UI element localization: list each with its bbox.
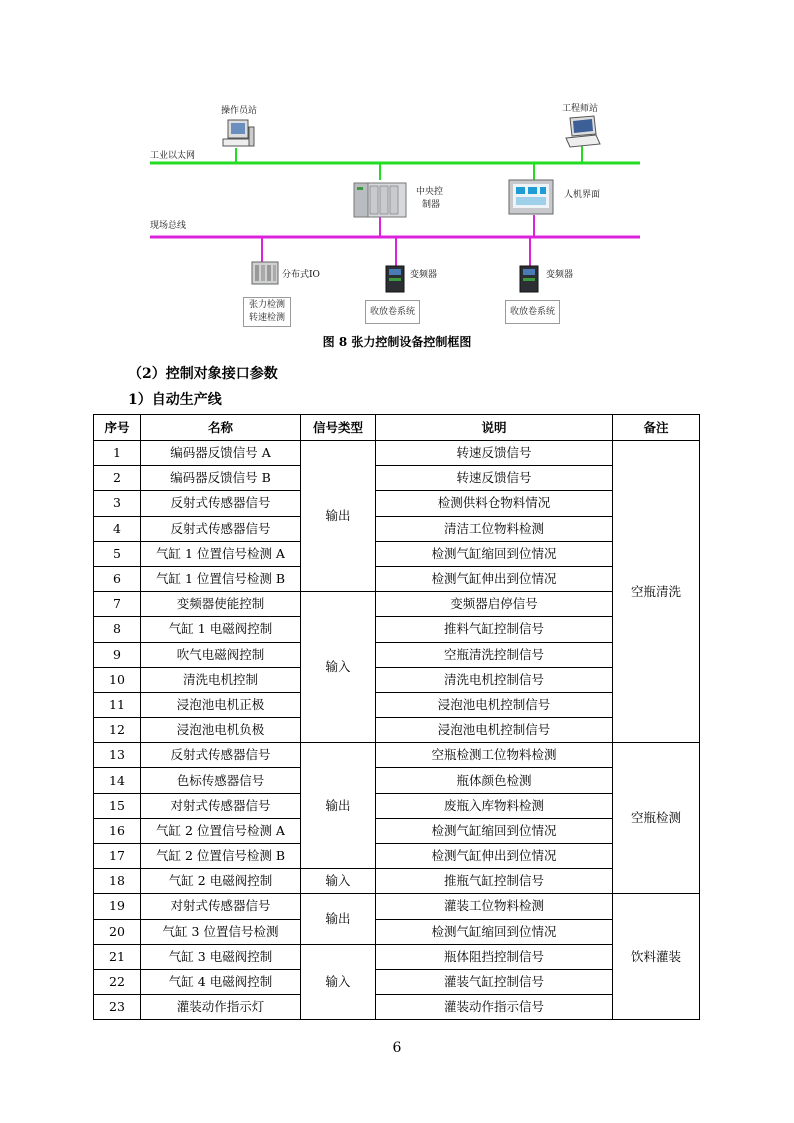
cell-desc: 灌装气缸控制信号 bbox=[376, 969, 613, 994]
cell-desc: 检测气缸伸出到位情况 bbox=[376, 844, 613, 869]
ethernet-label: 工业以太网 bbox=[150, 151, 196, 161]
header-desc: 说明 bbox=[376, 415, 613, 441]
cell-desc: 瓶体阻挡控制信号 bbox=[376, 944, 613, 969]
cell-no: 14 bbox=[94, 768, 141, 793]
cell-name: 反射式传感器信号 bbox=[141, 743, 301, 768]
vfd-icon-1 bbox=[386, 266, 404, 292]
cell-type: 输出 bbox=[301, 894, 376, 944]
fieldbus-label: 现场总线 bbox=[150, 221, 187, 231]
table-row bbox=[94, 441, 700, 466]
cell-desc: 检测供料仓物料情况 bbox=[376, 491, 613, 516]
table-row bbox=[94, 516, 700, 541]
cell-type: 输入 bbox=[301, 592, 376, 743]
cell-desc: 推料气缸控制信号 bbox=[376, 617, 613, 642]
cell-no: 4 bbox=[94, 516, 141, 541]
cell-no: 3 bbox=[94, 491, 141, 516]
table-row bbox=[94, 566, 700, 591]
cell-desc: 变频器启停信号 bbox=[376, 592, 613, 617]
header-type: 信号类型 bbox=[301, 415, 376, 441]
subsection-heading: 1）自动生产线 bbox=[128, 392, 222, 408]
cell-desc: 检测气缸缩回到位情况 bbox=[376, 919, 613, 944]
cell-type: 输入 bbox=[301, 869, 376, 894]
table-header-row bbox=[94, 415, 700, 441]
cell-name: 浸泡池电机正极 bbox=[141, 692, 301, 717]
cell-name: 气缸 3 位置信号检测 bbox=[141, 919, 301, 944]
table-row bbox=[94, 667, 700, 692]
cell-type: 输出 bbox=[301, 441, 376, 592]
cell-name: 气缸 1 电磁阀控制 bbox=[141, 617, 301, 642]
vfd-label-1: 变频器 bbox=[410, 270, 438, 280]
cell-no: 2 bbox=[94, 466, 141, 491]
cell-desc: 浸泡池电机控制信号 bbox=[376, 718, 613, 743]
network-diagram-svg bbox=[0, 0, 794, 330]
table-row bbox=[94, 768, 700, 793]
cell-name: 变频器使能控制 bbox=[141, 592, 301, 617]
cell-name: 对射式传感器信号 bbox=[141, 793, 301, 818]
operator-station-icon bbox=[223, 120, 254, 146]
cell-note: 空瓶检测 bbox=[613, 743, 700, 894]
cell-name: 对射式传感器信号 bbox=[141, 894, 301, 919]
vfd-icon-2 bbox=[520, 266, 538, 292]
winding-system-box-2: 收放卷系统 bbox=[505, 300, 560, 324]
cell-no: 22 bbox=[94, 969, 141, 994]
cell-name: 气缸 3 电磁阀控制 bbox=[141, 944, 301, 969]
cell-name: 浸泡池电机负极 bbox=[141, 718, 301, 743]
table-row bbox=[94, 894, 700, 919]
cell-desc: 废瓶入库物料检测 bbox=[376, 793, 613, 818]
engineer-station-icon bbox=[566, 116, 600, 147]
cell-no: 20 bbox=[94, 919, 141, 944]
cell-desc: 推瓶气缸控制信号 bbox=[376, 869, 613, 894]
cell-desc: 灌装工位物料检测 bbox=[376, 894, 613, 919]
cell-type: 输出 bbox=[301, 743, 376, 869]
table-row bbox=[94, 793, 700, 818]
cell-no: 10 bbox=[94, 667, 141, 692]
engineer-station-label: 工程师站 bbox=[562, 104, 599, 114]
cell-desc: 灌装动作指示信号 bbox=[376, 995, 613, 1020]
controller-icon bbox=[354, 183, 406, 217]
operator-station-label: 操作员站 bbox=[221, 106, 258, 116]
distributed-io-label: 分布式IO bbox=[282, 270, 320, 280]
section-heading: （2）控制对象接口参数 bbox=[128, 366, 278, 382]
cell-name: 反射式传感器信号 bbox=[141, 491, 301, 516]
cell-note: 空瓶清洗 bbox=[613, 441, 700, 743]
table-row bbox=[94, 869, 700, 894]
cell-note: 饮料灌装 bbox=[613, 894, 700, 1020]
cell-no: 8 bbox=[94, 617, 141, 642]
table-row bbox=[94, 995, 700, 1020]
cell-no: 12 bbox=[94, 718, 141, 743]
cell-name: 吹气电磁阀控制 bbox=[141, 642, 301, 667]
table-row bbox=[94, 491, 700, 516]
cell-no: 18 bbox=[94, 869, 141, 894]
cell-desc: 转速反馈信号 bbox=[376, 466, 613, 491]
cell-desc: 空瓶清洗控制信号 bbox=[376, 642, 613, 667]
vfd-label-2: 变频器 bbox=[546, 270, 574, 280]
cell-no: 6 bbox=[94, 566, 141, 591]
cell-type: 输入 bbox=[301, 944, 376, 1020]
cell-no: 15 bbox=[94, 793, 141, 818]
table-row bbox=[94, 617, 700, 642]
table-row bbox=[94, 919, 700, 944]
cell-no: 7 bbox=[94, 592, 141, 617]
table-row bbox=[94, 642, 700, 667]
cell-desc: 浸泡池电机控制信号 bbox=[376, 692, 613, 717]
control-block-diagram bbox=[0, 0, 794, 330]
cell-desc: 清洁工位物料检测 bbox=[376, 516, 613, 541]
table-row bbox=[94, 969, 700, 994]
cell-desc: 瓶体颜色检测 bbox=[376, 768, 613, 793]
controller-label-2: 制器 bbox=[422, 200, 441, 210]
table-row bbox=[94, 743, 700, 768]
cell-name: 编码器反馈信号 A bbox=[141, 441, 301, 466]
header-name: 名称 bbox=[141, 415, 301, 441]
hmi-label: 人机界面 bbox=[564, 190, 601, 200]
winding-system-box-1: 收放卷系统 bbox=[365, 300, 420, 324]
cell-no: 11 bbox=[94, 692, 141, 717]
cell-no: 13 bbox=[94, 743, 141, 768]
figure-caption: 图 8 张力控制设备控制框图 bbox=[322, 335, 472, 349]
tension-detection-box bbox=[243, 297, 291, 327]
cell-name: 气缸 4 电磁阀控制 bbox=[141, 969, 301, 994]
page-number: 6 bbox=[392, 1040, 402, 1056]
cell-name: 气缸 2 电磁阀控制 bbox=[141, 869, 301, 894]
cell-desc: 清洗电机控制信号 bbox=[376, 667, 613, 692]
cell-desc: 检测气缸伸出到位情况 bbox=[376, 566, 613, 591]
cell-no: 21 bbox=[94, 944, 141, 969]
cell-desc: 检测气缸缩回到位情况 bbox=[376, 541, 613, 566]
cell-desc: 空瓶检测工位物料检测 bbox=[376, 743, 613, 768]
header-no: 序号 bbox=[94, 415, 141, 441]
cell-no: 16 bbox=[94, 818, 141, 843]
cell-name: 清洗电机控制 bbox=[141, 667, 301, 692]
distributed-io-icon bbox=[252, 262, 278, 284]
hmi-icon bbox=[509, 180, 553, 214]
tension-box-line-1: 张力检测 bbox=[248, 300, 285, 310]
cell-no: 23 bbox=[94, 995, 141, 1020]
cell-name: 灌装动作指示灯 bbox=[141, 995, 301, 1020]
interface-parameter-table bbox=[93, 414, 700, 1020]
cell-no: 19 bbox=[94, 894, 141, 919]
cell-desc: 转速反馈信号 bbox=[376, 441, 613, 466]
cell-name: 反射式传感器信号 bbox=[141, 516, 301, 541]
table-row bbox=[94, 592, 700, 617]
controller-label-1: 中央控 bbox=[416, 187, 444, 197]
cell-desc: 检测气缸缩回到位情况 bbox=[376, 818, 613, 843]
cell-name: 色标传感器信号 bbox=[141, 768, 301, 793]
table-row bbox=[94, 944, 700, 969]
table-row bbox=[94, 692, 700, 717]
cell-name: 气缸 1 位置信号检测 B bbox=[141, 566, 301, 591]
table-row bbox=[94, 541, 700, 566]
table-row bbox=[94, 466, 700, 491]
cell-no: 1 bbox=[94, 441, 141, 466]
table-row bbox=[94, 818, 700, 843]
cell-no: 9 bbox=[94, 642, 141, 667]
table-row bbox=[94, 844, 700, 869]
cell-name: 气缸 1 位置信号检测 A bbox=[141, 541, 301, 566]
header-note: 备注 bbox=[613, 415, 700, 441]
cell-no: 17 bbox=[94, 844, 141, 869]
cell-name: 气缸 2 位置信号检测 B bbox=[141, 844, 301, 869]
tension-box-line-2: 转速检测 bbox=[248, 313, 285, 323]
table-row bbox=[94, 718, 700, 743]
cell-name: 气缸 2 位置信号检测 A bbox=[141, 818, 301, 843]
cell-name: 编码器反馈信号 B bbox=[141, 466, 301, 491]
cell-no: 5 bbox=[94, 541, 141, 566]
